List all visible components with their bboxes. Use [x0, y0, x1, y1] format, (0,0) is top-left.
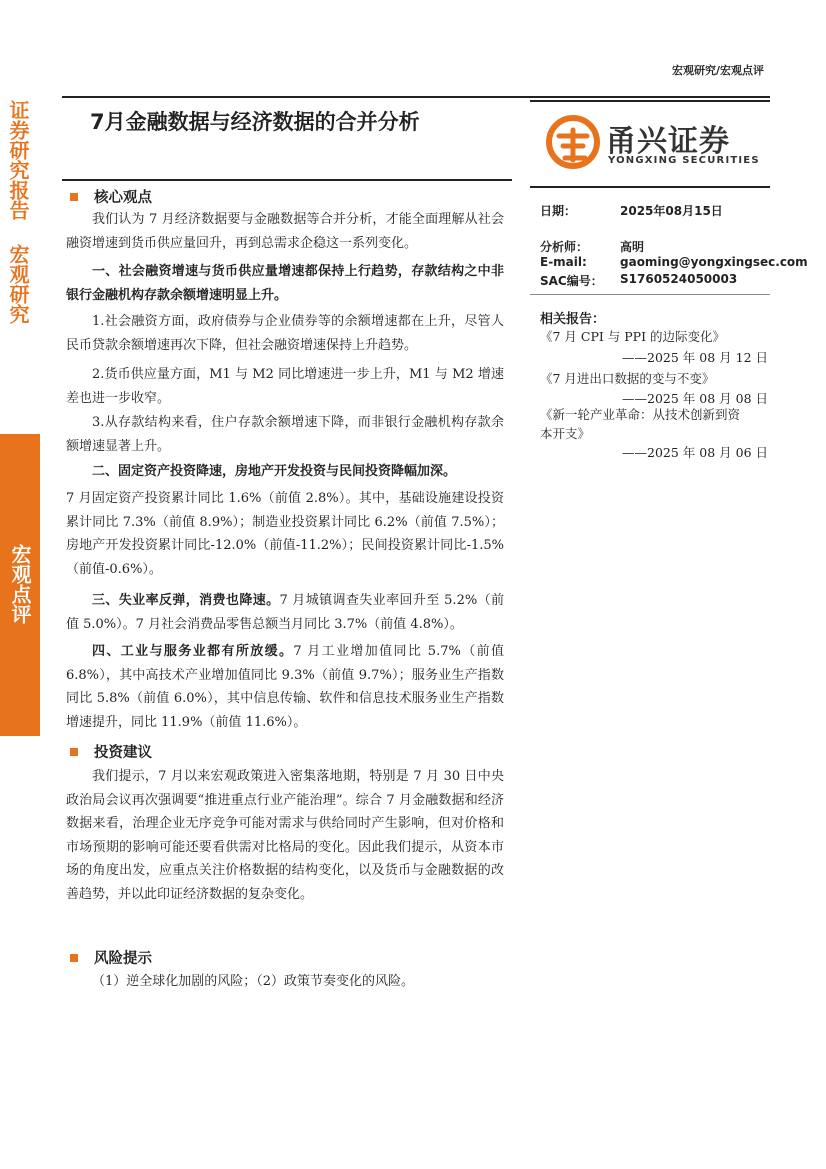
sac-value: S1760524050003	[620, 272, 738, 286]
date-value: 2025年08月15日	[620, 204, 723, 218]
brand-english: YONGXING SECURITIES	[608, 155, 760, 166]
section-core-heading: 核心观点	[70, 186, 152, 207]
title-divider	[62, 179, 512, 181]
meta-divider	[530, 294, 770, 295]
brand-name: 甬兴证券	[606, 124, 730, 159]
related-reports-title: 相关报告：	[540, 312, 606, 327]
analyst-value: 高明	[620, 240, 645, 254]
bullet-square-icon	[70, 954, 78, 962]
core-point-4: 四、工业与服务业都有所放缓。7 月工业增加值同比 5.7%（前值 6.8%），其中高技术产业增加值同比 9.3%（前值 9.7%）；服务业生产指数同比 5.8%（前值 6.0%），其中信息传输、软件和信息技术服务业生产指数增速提升，同比 11.9%（前值 11.6%）。	[66, 644, 504, 730]
related-report-date: ——2025 年 08 月 06 日	[622, 445, 768, 460]
related-report-item-cont[interactable]: 本开支》	[540, 426, 591, 441]
rail-report-type: 证券研究报告 宏观研究	[6, 100, 30, 324]
core-point-1-1: 1.社会融资方面，政府债券与企业债券等的余额增速都在上升，尽管人民币贷款余额增速再次下降，但社会融资增速保持上升趋势。	[66, 314, 504, 353]
rail-section-badge	[0, 434, 40, 736]
related-report-item[interactable]: 《7 月进出口数据的变与不变》	[540, 371, 715, 386]
analyst-label: 分析师：	[540, 240, 589, 254]
report-category: 宏观研究/宏观点评	[671, 64, 764, 77]
section-advice-heading: 投资建议	[70, 741, 152, 762]
header-divider	[62, 96, 770, 98]
email-label: E-mail:	[540, 255, 587, 269]
bullet-square-icon	[70, 748, 78, 756]
sac-label: SAC编号：	[540, 274, 603, 288]
section-risk-heading: 风险提示	[70, 947, 152, 968]
core-point-3: 三、失业率反弹，消费也降速。7 月城镇调查失业率回升至 5.2%（前值 5.0%）。7 月社会消费品零售总额当月同比 3.7%（前值 4.8%）。	[66, 593, 504, 632]
logo-bottom-divider	[530, 186, 770, 188]
advice-text: 我们提示，7 月以来宏观政策进入密集落地期，特别是 7 月 30 日中央政治局会议再次强调要“推进重点行业产能治理”。综合 7 月金融数据和经济数据来看，治理企业无序竞争可能对需求与供给同时产生影响，但对价格和市场预期的影响可能还要看供需对比格局的变化。因此我们提示，从资本市场的角度出发，应重点关注价格数据的结构变化，以及货币与金融数据的改善趋势，并以此印证经济数据的复杂变化。	[66, 769, 504, 902]
email-value[interactable]: gaoming@yongxingsec.com	[620, 255, 808, 269]
core-point-2-heading: 二、固定资产投资降速，房地产开发投资与民间投资降幅加深。	[92, 464, 457, 479]
core-point-1-3: 3.从存款结构来看，住户存款余额增速下降，而非银行金融机构存款余额增速显著上升。	[66, 415, 504, 454]
core-point-1: 一、社会融资增速与货币供应量增速都保持上行趋势，存款结构之中非银行金融机构存款余额增速明显上升。	[66, 264, 504, 303]
related-report-item[interactable]: 《7 月 CPI 与 PPI 的边际变化》	[540, 329, 725, 344]
core-intro: 我们认为 7 月经济数据要与金融数据等合并分析，才能全面理解从社会融资增速到货币供应量回升，再到总需求企稳这一系列变化。	[66, 212, 504, 251]
related-report-date: ——2025 年 08 月 12 日	[622, 350, 768, 365]
date-label: 日期：	[540, 204, 577, 218]
report-title: 7月金融数据与经济数据的合并分析	[90, 110, 420, 134]
bullet-square-icon	[70, 193, 78, 201]
logo-top-divider	[530, 100, 770, 102]
yongxing-logo-icon	[545, 114, 601, 170]
rail-section-label: 宏观点评	[8, 544, 32, 624]
related-report-date: ——2025 年 08 月 08 日	[622, 391, 768, 406]
core-point-1-2: 2.货币供应量方面，M1 与 M2 同比增速进一步上升，M1 与 M2 增速差也进一步收窄。	[66, 367, 504, 406]
related-report-item[interactable]: 《新一轮产业革命：从技术创新到资	[540, 407, 741, 422]
core-point-2-text: 7 月固定资产投资累计同比 1.6%（前值 2.8%）。其中，基础设施建设投资累计同比 7.3%（前值 8.9%）；制造业投资累计同比 6.2%（前值 7.5%）；房地产开发投资累计同比-12.0%（前值-11.2%）；民间投资累计同比-1.5%（前值-0.6%）。	[66, 491, 504, 577]
risk-text: （1）逆全球化加剧的风险；（2）政策节奏变化的风险。	[92, 974, 415, 989]
